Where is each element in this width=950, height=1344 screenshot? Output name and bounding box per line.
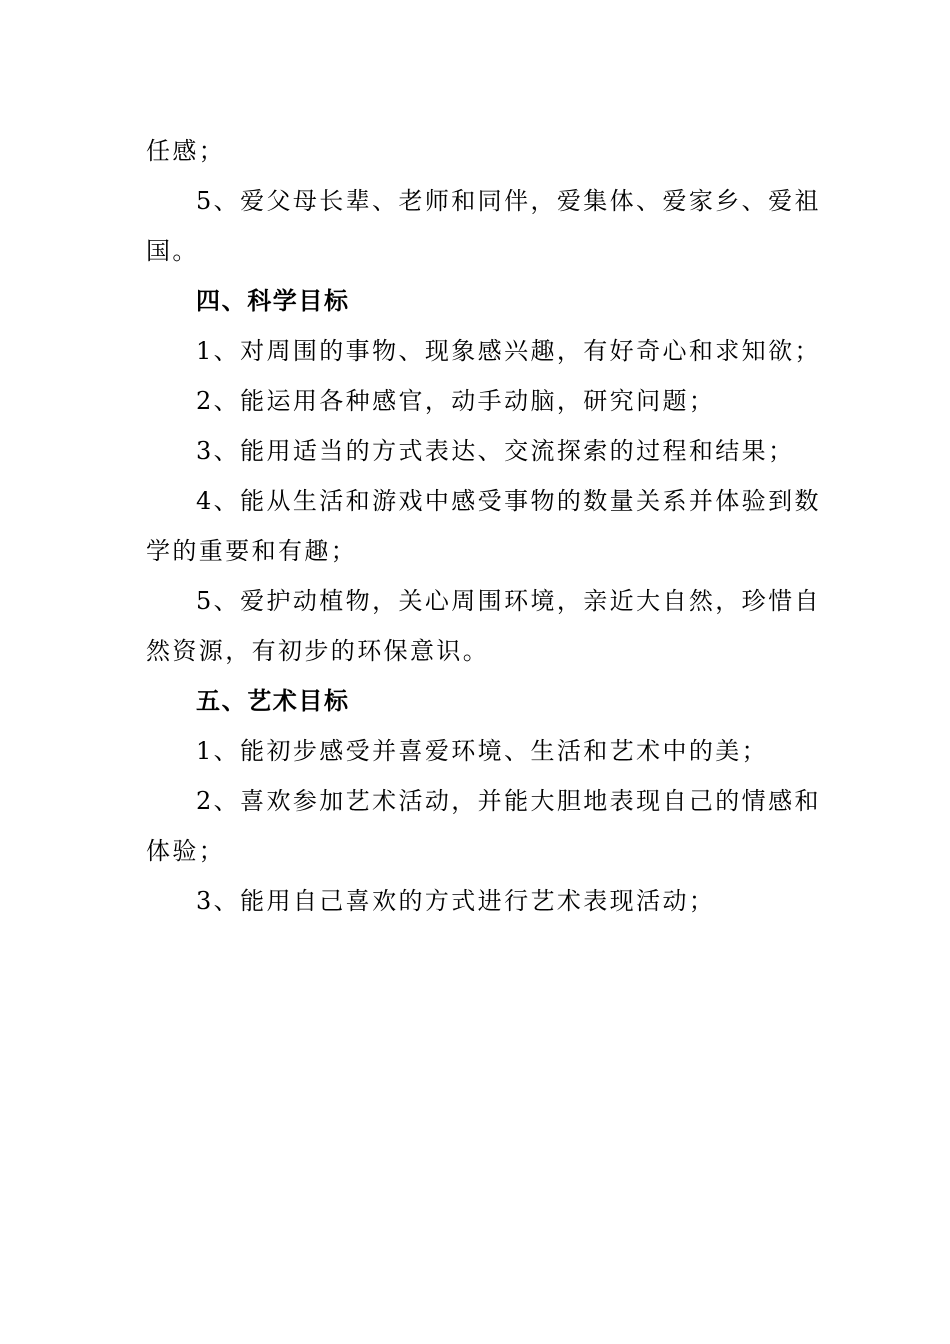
text-line: 学的重要和有趣； <box>146 537 358 565</box>
list-item-science-5: 5、爱护动植物，关心周围环境，亲近大自然，珍惜自 <box>196 587 821 615</box>
list-item-science-3: 3、能用适当的方式表达、交流探索的过程和结果； <box>196 437 795 465</box>
list-item-art-3: 3、能用自己喜欢的方式进行艺术表现活动； <box>196 887 716 915</box>
text-line: 任感； <box>146 137 226 165</box>
list-item-science-4: 4、能从生活和游戏中感受事物的数量关系并体验到数 <box>196 487 821 515</box>
list-item-art-2: 2、喜欢参加艺术活动，并能大胆地表现自己的情感和 <box>196 787 821 815</box>
list-item-art-1: 1、能初步感受并喜爱环境、生活和艺术中的美； <box>196 737 769 765</box>
section-heading-art: 五、艺术目标 <box>196 687 350 715</box>
list-item-science-2: 2、能运用各种感官，动手动脑，研究问题； <box>196 387 716 415</box>
section-heading-science: 四、科学目标 <box>196 287 350 315</box>
list-item-social-5: 5、爱父母长辈、老师和同伴，爱集体、爱家乡、爱祖 <box>196 187 821 215</box>
text-line: 体验； <box>146 837 226 865</box>
list-item-science-1: 1、对周围的事物、现象感兴趣，有好奇心和求知欲； <box>196 337 821 365</box>
document-page <box>146 126 821 926</box>
text-line: 国。 <box>146 237 199 265</box>
text-line: 然资源，有初步的环保意识。 <box>146 637 490 665</box>
